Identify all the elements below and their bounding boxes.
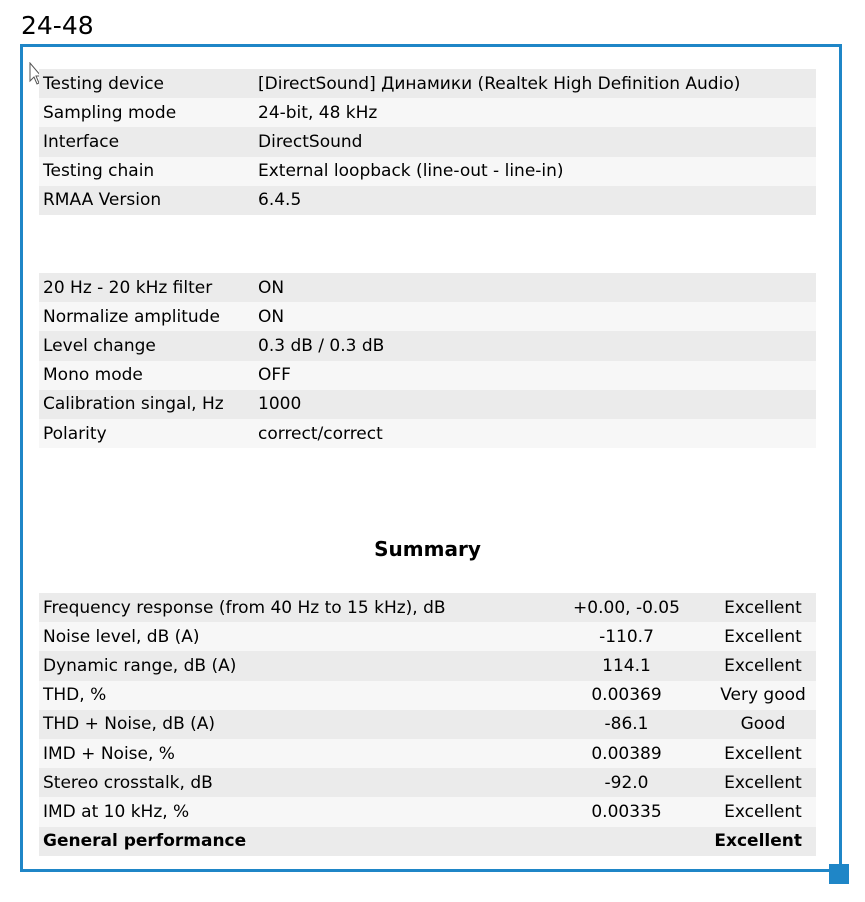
summary-value: -86.1 bbox=[604, 714, 649, 735]
row-value: ON bbox=[258, 306, 285, 327]
row-value: correct/correct bbox=[258, 423, 383, 444]
row-label: Polarity bbox=[43, 423, 107, 444]
general-performance-rating: Excellent bbox=[714, 831, 802, 852]
table-row bbox=[39, 419, 816, 448]
row-value: External loopback (line-out - line-in) bbox=[258, 161, 564, 182]
summary-rating: Excellent bbox=[724, 626, 802, 647]
summary-label: IMD + Noise, % bbox=[43, 743, 175, 764]
settings-table bbox=[39, 273, 816, 448]
summary-value: 0.00369 bbox=[591, 685, 662, 706]
row-value: ON bbox=[258, 277, 285, 298]
table-row bbox=[39, 273, 816, 302]
table-row bbox=[39, 681, 816, 710]
summary-label: THD + Noise, dB (A) bbox=[43, 714, 216, 735]
summary-table bbox=[39, 593, 816, 856]
table-row bbox=[39, 768, 816, 797]
table-row bbox=[39, 98, 816, 127]
row-value: DirectSound bbox=[258, 131, 363, 152]
summary-value: -92.0 bbox=[604, 772, 649, 793]
table-row bbox=[39, 361, 816, 390]
summary-label: Stereo crosstalk, dB bbox=[43, 772, 213, 793]
row-value: OFF bbox=[258, 365, 291, 386]
summary-label: Noise level, dB (A) bbox=[43, 626, 200, 647]
summary-rating: Excellent bbox=[724, 743, 802, 764]
general-performance-label: General performance bbox=[43, 831, 247, 852]
row-label: 20 Hz - 20 kHz filter bbox=[43, 277, 213, 298]
row-label: Calibration singal, Hz bbox=[43, 394, 224, 415]
summary-value: +0.00, -0.05 bbox=[573, 597, 680, 618]
resize-handle-icon[interactable] bbox=[829, 864, 849, 884]
summary-heading: Summary bbox=[374, 537, 481, 561]
row-label: Testing device bbox=[43, 73, 165, 94]
table-row bbox=[39, 331, 816, 360]
row-label: Mono mode bbox=[43, 365, 143, 386]
summary-label: IMD at 10 kHz, % bbox=[43, 801, 190, 822]
row-value: 1000 bbox=[258, 394, 302, 415]
row-value: 0.3 dB / 0.3 dB bbox=[258, 335, 385, 356]
summary-value: 114.1 bbox=[602, 655, 651, 676]
table-row bbox=[39, 390, 816, 419]
table-row bbox=[39, 127, 816, 156]
summary-value: -110.7 bbox=[599, 626, 654, 647]
summary-rating: Good bbox=[740, 714, 786, 735]
table-row bbox=[39, 710, 816, 739]
row-label: RMAA Version bbox=[43, 190, 162, 211]
page-title: 24-48 bbox=[21, 11, 94, 40]
row-label: Normalize amplitude bbox=[43, 306, 220, 327]
row-label: Interface bbox=[43, 131, 120, 152]
table-row bbox=[39, 797, 816, 826]
summary-rating: Excellent bbox=[724, 801, 802, 822]
summary-rating: Excellent bbox=[724, 597, 802, 618]
table-row bbox=[39, 302, 816, 331]
table-row bbox=[39, 186, 816, 215]
table-row bbox=[39, 651, 816, 680]
row-value: 24-bit, 48 kHz bbox=[258, 102, 378, 123]
table-row bbox=[39, 69, 816, 98]
row-label: Testing chain bbox=[43, 161, 155, 182]
row-value: 6.4.5 bbox=[258, 190, 302, 211]
row-label: Level change bbox=[43, 335, 156, 356]
summary-label: Frequency response (from 40 Hz to 15 kHz), dB bbox=[43, 597, 446, 618]
summary-label: THD, % bbox=[43, 685, 107, 706]
general-performance-row bbox=[39, 827, 816, 856]
table-row bbox=[39, 739, 816, 768]
table-row bbox=[39, 622, 816, 651]
test-info-table bbox=[39, 69, 816, 215]
summary-label: Dynamic range, dB (A) bbox=[43, 655, 237, 676]
table-row bbox=[39, 593, 816, 622]
summary-rating: Very good bbox=[720, 685, 806, 706]
summary-rating: Excellent bbox=[724, 655, 802, 676]
summary-value: 0.00389 bbox=[591, 743, 662, 764]
table-row bbox=[39, 157, 816, 186]
row-value: [DirectSound] Динамики (Realtek High Definition Audio) bbox=[258, 73, 741, 94]
summary-rating: Excellent bbox=[724, 772, 802, 793]
summary-value: 0.00335 bbox=[591, 801, 662, 822]
row-label: Sampling mode bbox=[43, 102, 177, 123]
